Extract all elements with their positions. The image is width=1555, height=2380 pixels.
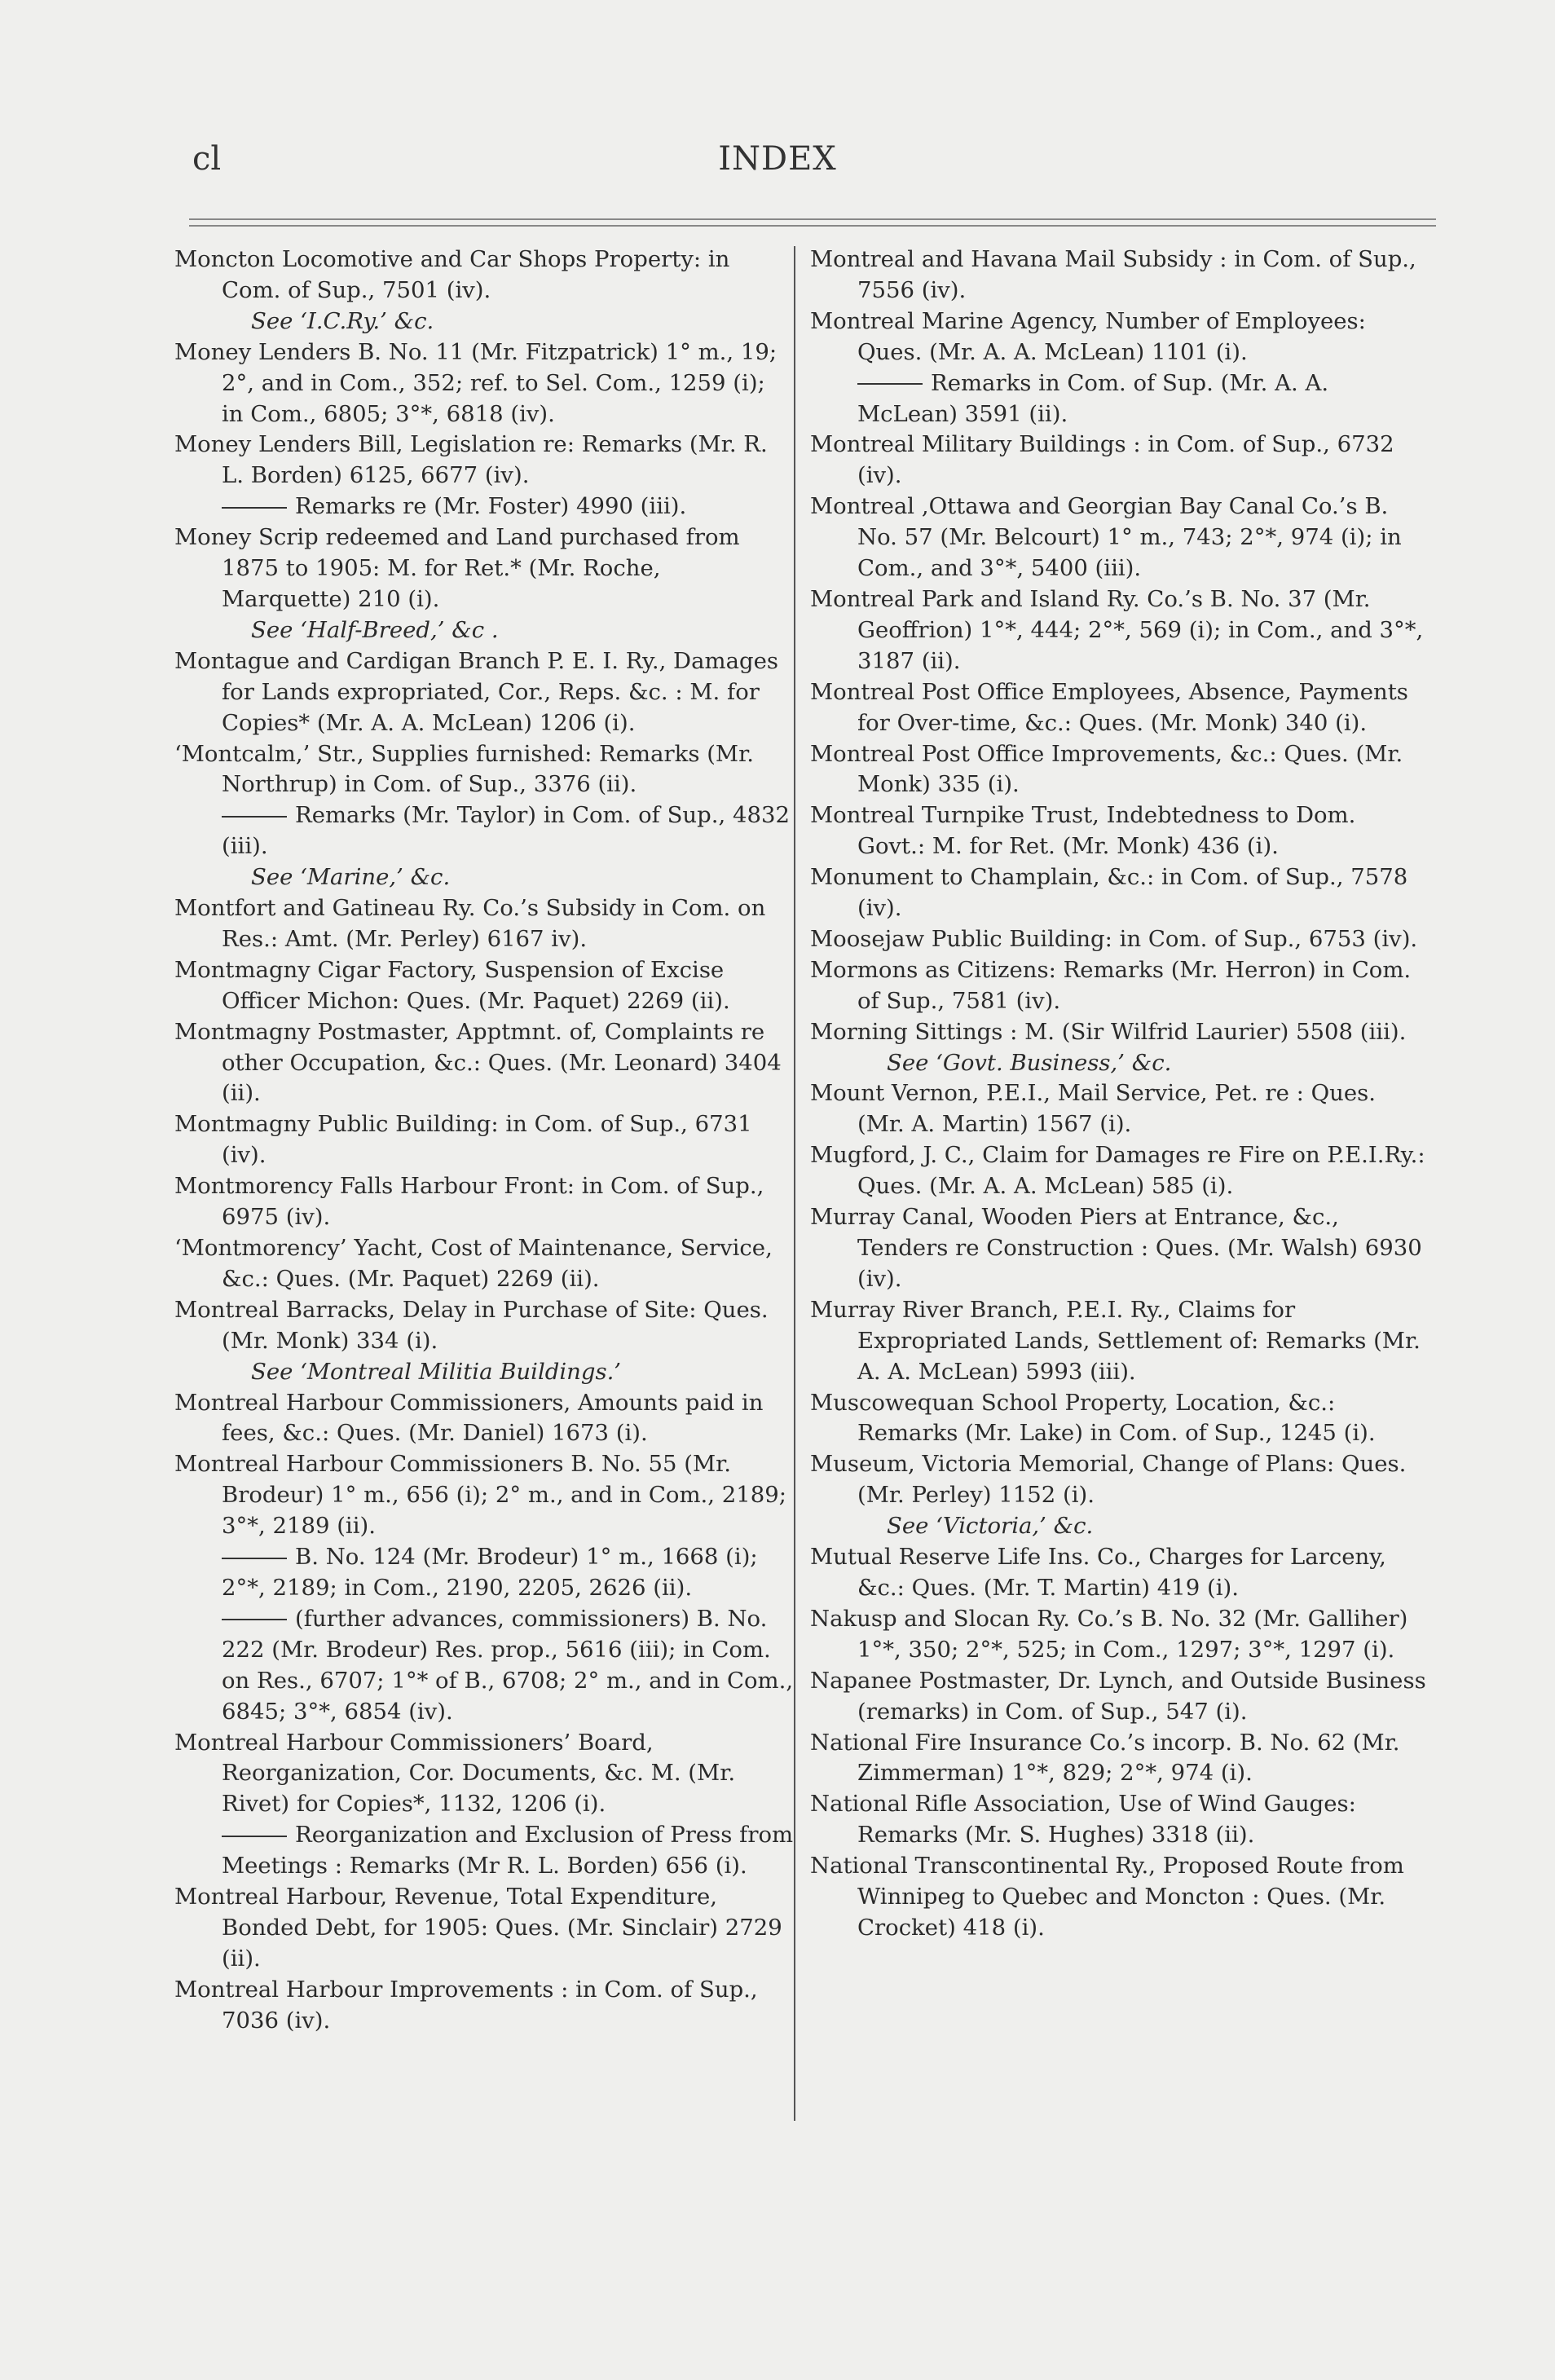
index-entry <box>174 955 794 1017</box>
entry-text: Murray River Branch, P.E.I. Ry., Claims for Expropriated Lands, Settlement of: Remarks (Mr. A. A. McLean) 5993 (iii). <box>810 1296 1421 1385</box>
index-column-left <box>174 245 794 2037</box>
entry-text: Moosejaw Public Building: in Com. of Sup., 6753 (iv). <box>810 925 1418 952</box>
index-entry <box>174 1882 794 1975</box>
index-entry <box>174 337 794 430</box>
index-see-reference <box>174 306 794 337</box>
index-entry <box>810 1078 1429 1140</box>
index-entry <box>174 1975 794 2037</box>
index-entry <box>810 800 1429 862</box>
index-entry <box>810 862 1429 924</box>
ditto-dash <box>222 1619 287 1620</box>
index-see-reference <box>810 1048 1429 1079</box>
entry-text: Montreal Park and Island Ry. Co.’s B. No. 37 (Mr. Geoffrion) 1°*, 444; 2°*, 569 (i); in Com., and 3°*, 3187 (ii). <box>810 585 1424 674</box>
index-entry <box>174 1233 794 1295</box>
index-entry <box>810 1449 1429 1511</box>
index-entry <box>174 1388 794 1450</box>
index-subentry <box>174 1604 794 1728</box>
entry-text: Mugford, J. C., Claim for Damages re Fire on P.E.I.Ry.: Ques. (Mr. A. A. McLean) 585 (i). <box>810 1142 1425 1200</box>
entry-text: Money Lenders B. No. 11 (Mr. Fitzpatrick) 1° m., 19; 2°, and in Com., 352; ref. to Sel. Com., 1259 (i); in Com., 6805; 3°*, 6818 (iv). <box>174 338 778 427</box>
entry-text: Montreal Barracks, Delay in Purchase of Site: Ques. (Mr. Monk) 334 (i). <box>174 1296 769 1354</box>
entry-text: Montreal ,Ottawa and Georgian Bay Canal Co.’s B. No. 57 (Mr. Belcourt) 1° m., 743; 2°*, 974 (i); in Com., and 3°*, 5400 (iii). <box>810 493 1402 582</box>
entry-text: Montreal Harbour Commissioners’ Board, Reorganization, Cor. Documents, &c. M. (Mr. Rivet) for Copies*, 1132, 1206 (i). <box>174 1729 736 1818</box>
index-entry <box>810 491 1429 584</box>
page-number: cl <box>192 140 222 178</box>
entry-text: National Fire Insurance Co.’s incorp. B. No. 62 (Mr. Zimmerman) 1°*, 829; 2°*, 974 (i). <box>810 1729 1400 1787</box>
index-entry <box>810 1388 1429 1450</box>
index-entry <box>174 1109 794 1171</box>
header-rule-top <box>189 218 1436 220</box>
index-entry <box>174 1728 794 1821</box>
entry-text: Reorganization and Exclusion of Press from Meetings : Remarks (Mr R. L. Borden) 656 (i). <box>222 1822 794 1880</box>
index-entry <box>174 739 794 801</box>
entry-text: Money Lenders Bill, Legislation re: Remarks (Mr. R. L. Borden) 6125, 6677 (iv). <box>174 431 768 489</box>
header-rule-bottom <box>189 225 1436 227</box>
entry-text: Napanee Postmaster, Dr. Lynch, and Outside Business (remarks) in Com. of Sup., 547 (i). <box>810 1667 1426 1725</box>
entry-text: Montreal Harbour Commissioners B. No. 55 (Mr. Brodeur) 1° m., 656 (i); 2° m., and in Com., 2189; 3°*, 2189 (ii). <box>174 1451 787 1540</box>
index-entry <box>810 1789 1429 1851</box>
index-see-reference <box>174 862 794 893</box>
entry-text: Remarks re (Mr. Foster) 4990 (iii). <box>295 493 687 520</box>
entry-text: Moncton Locomotive and Car Shops Property: in Com. of Sup., 7501 (iv). <box>174 246 730 303</box>
index-subentry <box>174 800 794 862</box>
entry-text: Montreal and Havana Mail Subsidy : in Com. of Sup., 7556 (iv). <box>810 246 1416 303</box>
index-see-reference <box>810 1511 1429 1542</box>
index-entry <box>174 1295 794 1357</box>
entry-text: See ‘Victoria,’ &c. <box>887 1513 1094 1540</box>
column-divider <box>794 246 795 2121</box>
entry-text: National Rifle Association, Use of Wind Gauges: Remarks (Mr. S. Hughes) 3318 (ii). <box>810 1791 1356 1849</box>
index-entry <box>810 584 1429 677</box>
index-entry <box>174 522 794 615</box>
ditto-dash <box>222 816 287 818</box>
entry-text: Mormons as Citizens: Remarks (Mr. Herron) in Com. of Sup., 7581 (iv). <box>810 956 1412 1014</box>
entry-text: Muscowequan School Property, Location, &c.: Remarks (Mr. Lake) in Com. of Sup., 1245 (i). <box>810 1389 1376 1447</box>
entry-text: Montmagny Public Building: in Com. of Sup., 6731 (iv). <box>174 1111 752 1169</box>
index-entry <box>810 1295 1429 1388</box>
index-entry <box>810 739 1429 801</box>
index-entry <box>810 1604 1429 1666</box>
index-entry <box>174 646 794 739</box>
index-entry <box>810 1202 1429 1295</box>
entry-text: Montreal Post Office Improvements, &c.: Ques. (Mr. Monk) 335 (i). <box>810 740 1403 798</box>
entry-text: See ‘Govt. Business,’ &c. <box>887 1049 1172 1076</box>
entry-text: See ‘I.C.Ry.’ &c. <box>251 307 434 334</box>
entry-text: Remarks (Mr. Taylor) in Com. of Sup., 4832 (iii). <box>222 802 790 860</box>
entry-text: Montreal Post Office Employees, Absence, Payments for Over-time, &c.: Ques. (Mr. Monk) 340 (i). <box>810 678 1408 736</box>
entry-text: See ‘Montreal Militia Buildings.’ <box>251 1358 622 1385</box>
entry-text: Montreal Harbour, Revenue, Total Expenditure, Bonded Debt, for 1905: Ques. (Mr. Sinclair) 2729 (ii). <box>174 1884 782 1972</box>
entry-text: Monument to Champlain, &c.: in Com. of Sup., 7578 (iv). <box>810 864 1408 922</box>
index-entry <box>810 924 1429 955</box>
index-entry <box>810 245 1429 306</box>
entry-text: Montfort and Gatineau Ry. Co.’s Subsidy in Com. on Res.: Amt. (Mr. Perley) 6167 iv). <box>174 895 766 952</box>
index-entry <box>810 1017 1429 1048</box>
index-entry <box>810 1728 1429 1790</box>
index-entry <box>810 1666 1429 1728</box>
entry-text: (further advances, commissioners) B. No. 222 (Mr. Brodeur) Res. prop., 5616 (iii); in Com. on Res., 6707; 1°* of B., 6708; 2° m., and in Com., 6845; 3°*, 6854 (iv). <box>222 1605 794 1725</box>
entry-text: National Transcontinental Ry., Proposed Route from Winnipeg to Quebec and Moncton : Ques. (Mr. Crocket) 418 (i). <box>810 1853 1404 1941</box>
entry-text: Montmagny Cigar Factory, Suspension of Excise Officer Michon: Ques. (Mr. Paquet) 2269 (ii). <box>174 956 730 1014</box>
index-entry <box>810 1140 1429 1202</box>
entry-text: Nakusp and Slocan Ry. Co.’s B. No. 32 (Mr. Galliher) 1°*, 350; 2°*, 525; in Com., 1297; 3°*, 1297 (i). <box>810 1605 1408 1663</box>
ditto-dash <box>857 383 923 385</box>
index-subentry <box>174 1820 794 1882</box>
entry-text: ‘Montcalm,’ Str., Supplies furnished: Remarks (Mr. Northrup) in Com. of Sup., 3376 (ii). <box>174 740 754 798</box>
entry-text: Murray Canal, Wooden Piers at Entrance, &c., Tenders re Construction : Ques. (Mr. Walsh) 6930 (iv). <box>810 1204 1422 1292</box>
entry-text: Montreal Harbour Commissioners, Amounts paid in fees, &c.: Ques. (Mr. Daniel) 1673 (i). <box>174 1389 764 1447</box>
entry-text: Montreal Turnpike Trust, Indebtedness to Dom. Govt.: M. for Ret. (Mr. Monk) 436 (i). <box>810 802 1356 860</box>
index-see-reference <box>174 1357 794 1388</box>
entry-text: Montmagny Postmaster, Apptmnt. of, Complaints re other Occupation, &c.: Ques. (Mr. Leonard) 3404 (ii). <box>174 1018 782 1107</box>
index-entry <box>810 677 1429 739</box>
index-entry <box>174 893 794 955</box>
index-entry <box>810 1851 1429 1944</box>
entry-text: See ‘Half-Breed,’ &c . <box>251 616 499 643</box>
index-entry <box>810 430 1429 491</box>
index-entry <box>174 1449 794 1542</box>
index-entry <box>810 306 1429 368</box>
entry-text: Mount Vernon, P.E.I., Mail Service, Pet. re : Ques. (Mr. A. Martin) 1567 (i). <box>810 1080 1376 1138</box>
index-entry <box>810 955 1429 1017</box>
entry-text: Museum, Victoria Memorial, Change of Plans: Ques. (Mr. Perley) 1152 (i). <box>810 1451 1407 1509</box>
index-entry <box>810 1542 1429 1604</box>
ditto-dash <box>222 507 287 509</box>
index-subentry <box>174 1542 794 1604</box>
page-title: INDEX <box>718 140 837 178</box>
index-subentry <box>810 368 1429 430</box>
ditto-dash <box>222 1836 287 1837</box>
entry-text: Montreal Military Buildings : in Com. of Sup., 6732 (iv). <box>810 431 1394 489</box>
entry-text: Montague and Cardigan Branch P. E. I. Ry., Damages for Lands expropriated, Cor., Reps. &c. : M. for Copies* (Mr. A. A. McLean) 1206 (i). <box>174 647 778 736</box>
ditto-dash <box>222 1558 287 1559</box>
entry-text: ‘Montmorency’ Yacht, Cost of Maintenance, Service, &c.: Ques. (Mr. Paquet) 2269 (ii). <box>174 1235 773 1292</box>
index-entry <box>174 430 794 491</box>
index-column-right <box>810 245 1429 1944</box>
index-see-reference <box>174 615 794 646</box>
index-entry <box>174 1017 794 1110</box>
index-entry <box>174 1171 794 1233</box>
entry-text: Remarks in Com. of Sup. (Mr. A. A. McLean) 3591 (ii). <box>857 369 1329 427</box>
entry-text: Money Scrip redeemed and Land purchased from 1875 to 1905: M. for Ret.* (Mr. Roche, Marquette) 210 (i). <box>174 524 740 612</box>
entry-text: Montmorency Falls Harbour Front: in Com. of Sup., 6975 (iv). <box>174 1173 764 1231</box>
index-subentry <box>174 491 794 522</box>
entry-text: Morning Sittings : M. (Sir Wilfrid Laurier) 5508 (iii). <box>810 1018 1407 1045</box>
entry-text: B. No. 124 (Mr. Brodeur) 1° m., 1668 (i); 2°*, 2189; in Com., 2190, 2205, 2626 (ii). <box>222 1544 758 1601</box>
index-entry <box>174 245 794 306</box>
entry-text: Mutual Reserve Life Ins. Co., Charges for Larceny, &c.: Ques. (Mr. T. Martin) 419 (i). <box>810 1544 1386 1601</box>
entry-text: See ‘Marine,’ &c. <box>251 864 451 891</box>
entry-text: Montreal Marine Agency, Number of Employees: Ques. (Mr. A. A. McLean) 1101 (i). <box>810 307 1366 365</box>
entry-text: Montreal Harbour Improvements : in Com. of Sup., 7036 (iv). <box>174 1976 758 2034</box>
